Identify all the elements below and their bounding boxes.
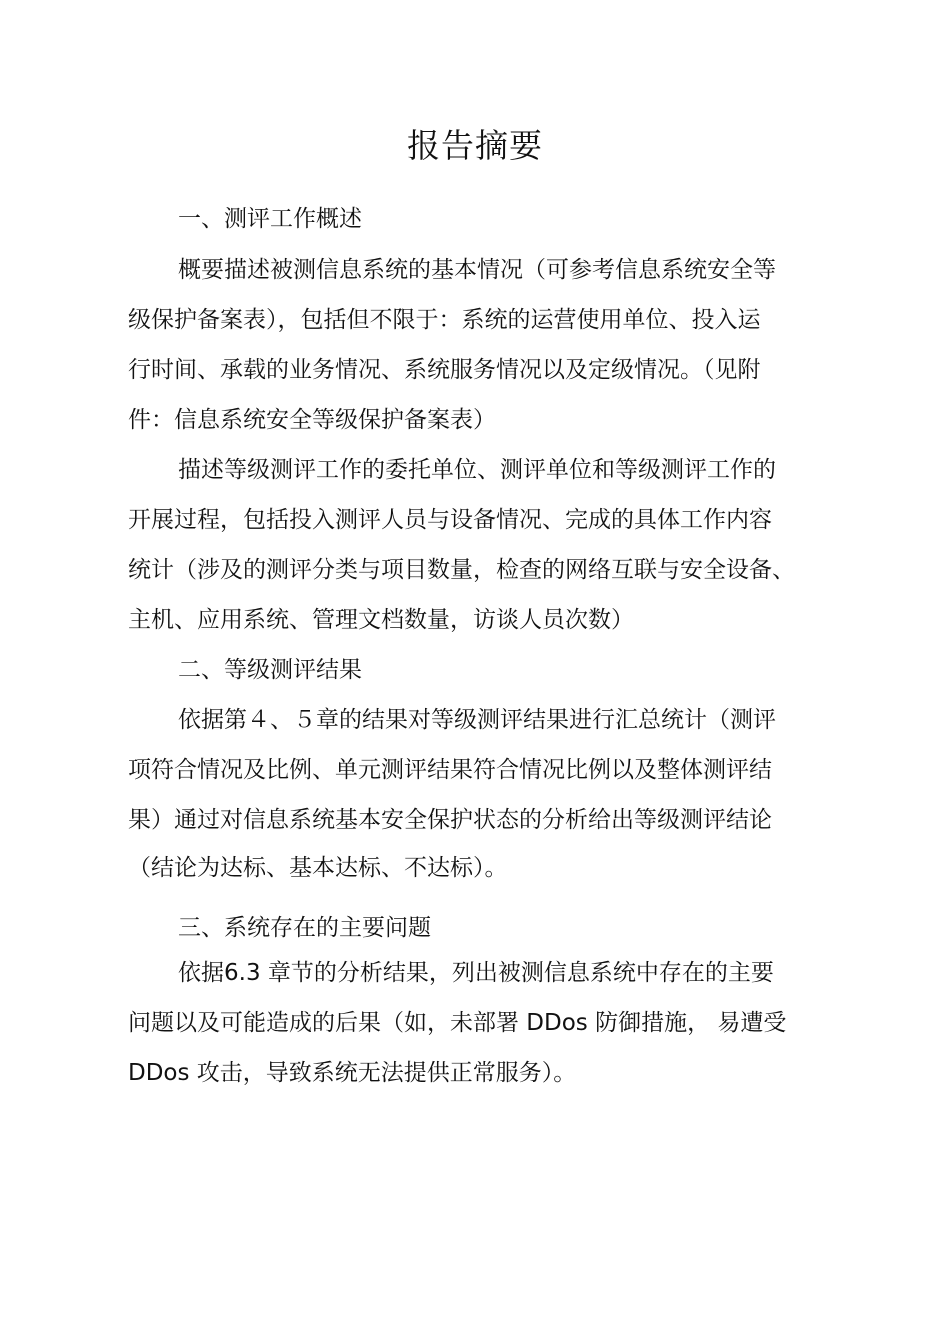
paragraph-line: 主机、应用系统、管理文档数量，访谈人员次数） [128, 607, 634, 633]
section-heading-overview: 一、测评工作概述 [178, 206, 362, 232]
paragraph-line: 项符合情况及比例、单元测评结果符合情况比例以及整体测评结 [128, 757, 772, 783]
paragraph-line: 描述等级测评工作的委托单位、测评单位和等级测评工作的 [178, 457, 776, 483]
paragraph-line: 统计（涉及的测评分类与项目数量，检查的网络互联与安全设备、 [128, 557, 795, 583]
paragraph-line: 件：信息系统安全等级保护备案表） [128, 407, 496, 433]
paragraph-line: 开展过程，包括投入测评人员与设备情况、完成的具体工作内容 [128, 507, 772, 533]
page-title: 报告摘要 [407, 126, 543, 165]
section-heading-issues: 三、系统存在的主要问题 [178, 915, 431, 941]
paragraph-line: 果）通过对信息系统基本安全保护状态的分析给出等级测评结论 [128, 807, 772, 833]
paragraph-line: 行时间、承载的业务情况、系统服务情况以及定级情况。（见附 [128, 357, 761, 383]
paragraph-line: 概要描述被测信息系统的基本情况（可参考信息系统安全等 [178, 257, 776, 283]
paragraph-line: DDos 攻击，导致系统无法提供正常服务）。 [128, 1060, 577, 1086]
paragraph-line: （结论为达标、基本达标、不达标）。 [128, 855, 508, 881]
paragraph-line: 依据6.3 章节的分析结果，列出被测信息系统中存在的主要 [178, 960, 774, 986]
paragraph-line: 依据第４、５章的结果对等级测评结果进行汇总统计（测评 [178, 707, 776, 733]
paragraph-line: 问题以及可能造成的后果（如，未部署 DDos 防御措施， 易遭受 [128, 1010, 787, 1036]
paragraph-line: 级保护备案表），包括但不限于：系统的运营使用单位、投入运 [128, 307, 761, 333]
section-heading-results: 二、等级测评结果 [178, 657, 362, 683]
